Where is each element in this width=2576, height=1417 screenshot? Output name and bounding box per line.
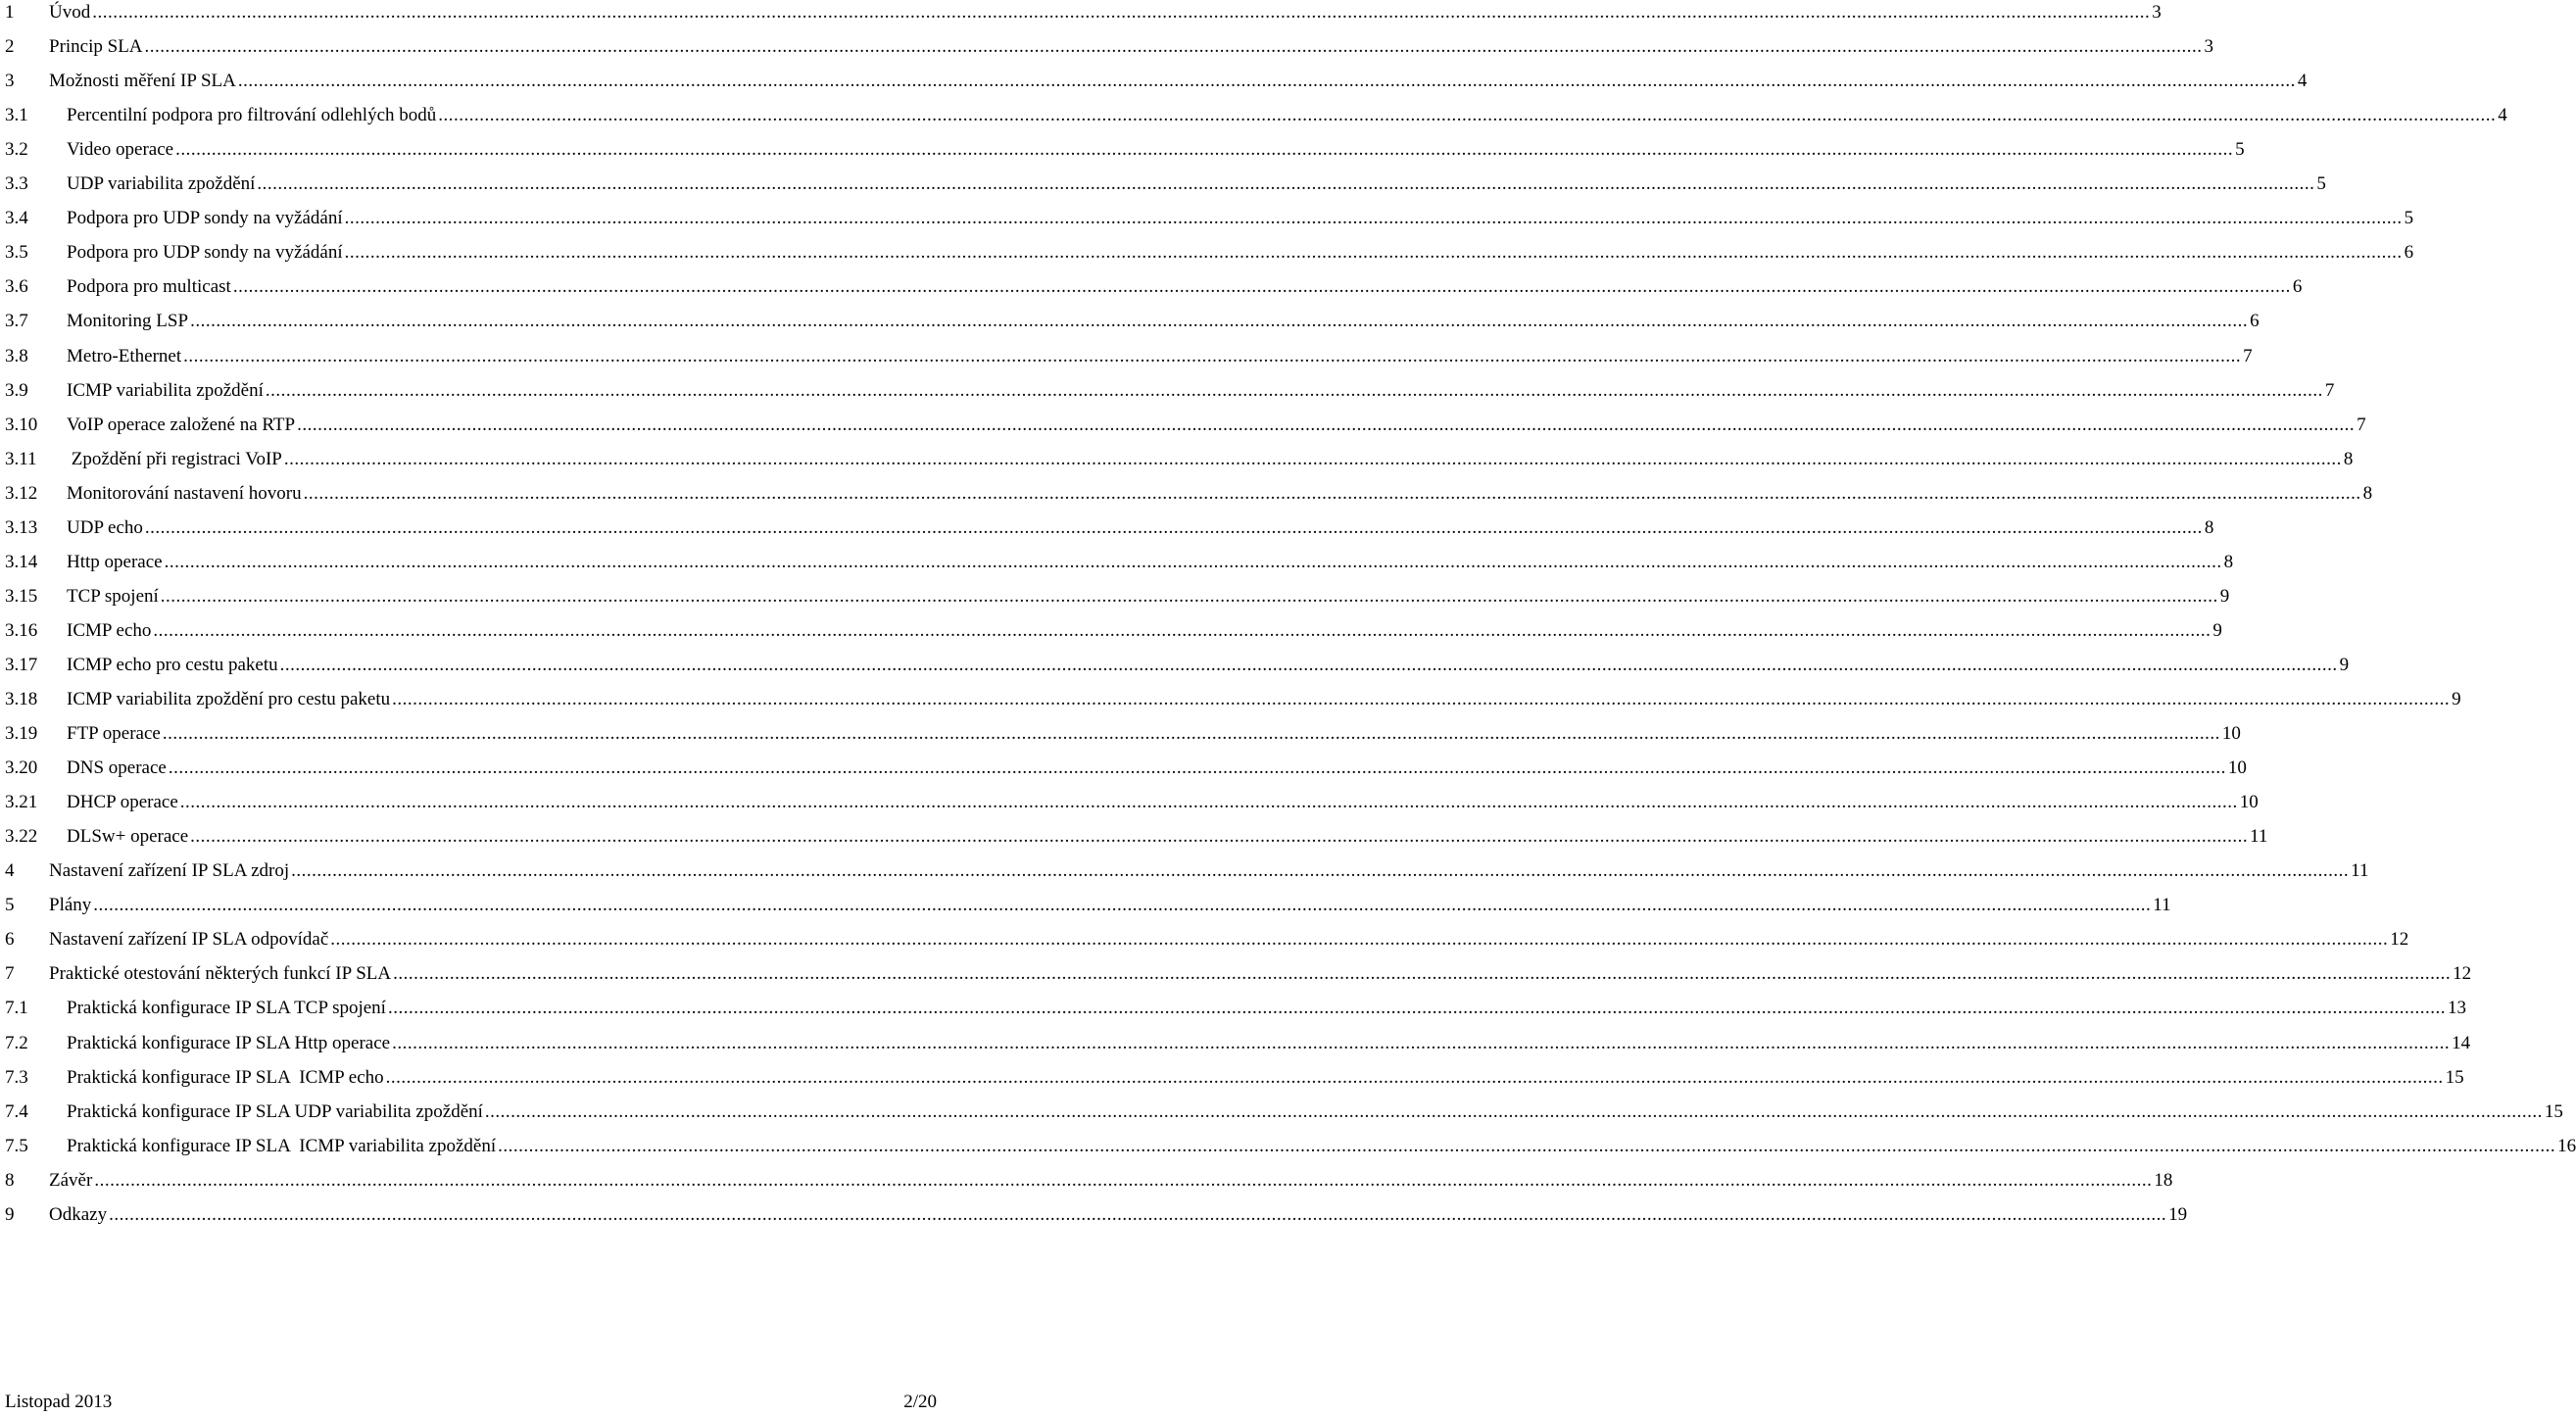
toc-entry-page: 8	[2204, 516, 2214, 538]
toc-dot-leader: ................................................................................................................................................................................................................................................................................................................................................................................................................	[303, 482, 2361, 504]
toc-dot-leader: ................................................................................................................................................................................................................................................................................................................................................................................................................	[279, 654, 2338, 675]
toc-entry-number: 3.21	[5, 792, 38, 813]
toc-entry-page: 9	[2219, 585, 2230, 607]
toc-entry-number: 8	[5, 1169, 15, 1191]
toc-entry[interactable]	[0, 547, 2234, 578]
toc-entry-title: Odkazy	[49, 1203, 108, 1225]
toc-dot-leader: ................................................................................................................................................................................................................................................................................................................................................................................................................	[109, 1203, 2167, 1225]
toc-entry[interactable]	[0, 513, 2214, 544]
toc-entry-number: 7.5	[5, 1135, 28, 1156]
toc-entry-title: UDP echo	[67, 516, 143, 538]
toc-entry-page: 5	[2316, 173, 2326, 195]
toc-entry[interactable]	[0, 718, 2241, 750]
toc-dot-leader: ................................................................................................................................................................................................................................................................................................................................................................................................................	[385, 1066, 2444, 1088]
toc-entry-title: Praktická konfigurace IP SLA Http operace	[67, 1032, 391, 1053]
toc-entry[interactable]	[0, 787, 2259, 818]
toc-entry[interactable]	[0, 821, 2268, 853]
toc-entry-number: 3	[5, 71, 15, 92]
toc-entry-title: Praktická konfigurace IP SLA ICMP echo	[67, 1066, 384, 1088]
toc-entry-number: 3.11	[5, 448, 37, 469]
toc-dot-leader: ................................................................................................................................................................................................................................................................................................................................................................................................................	[168, 757, 2226, 779]
toc-entry[interactable]	[0, 203, 2414, 234]
toc-entry-page: 19	[2168, 1203, 2188, 1225]
toc-dot-leader: ................................................................................................................................................................................................................................................................................................................................................................................................................	[283, 448, 2342, 469]
toc-entry[interactable]	[0, 1131, 2576, 1162]
toc-entry-title: Video operace	[67, 139, 174, 161]
toc-entry-number: 3.5	[5, 242, 28, 264]
toc-dot-leader: ................................................................................................................................................................................................................................................................................................................................................................................................................	[190, 826, 2249, 848]
toc-entry[interactable]	[0, 100, 2507, 131]
toc-entry[interactable]	[0, 341, 2253, 372]
toc-dot-leader: ................................................................................................................................................................................................................................................................................................................................................................................................................	[93, 895, 2152, 916]
toc-entry[interactable]	[0, 924, 2409, 955]
toc-entry-page: 6	[2250, 311, 2260, 332]
toc-entry-number: 3.1	[5, 105, 28, 126]
toc-dot-leader: ................................................................................................................................................................................................................................................................................................................................................................................................................	[92, 2, 2151, 23]
toc-entry-page: 11	[2351, 860, 2369, 882]
toc-entry[interactable]	[0, 134, 2245, 166]
toc-entry-title: Praktické otestování některých funkcí IP SLA	[49, 963, 392, 985]
toc-entry[interactable]	[0, 993, 2466, 1024]
toc-entry-title: Nastavení zařízení IP SLA zdroj	[49, 860, 290, 882]
toc-dot-leader: ................................................................................................................................................................................................................................................................................................................................................................................................................	[393, 963, 2452, 985]
toc-entry[interactable]	[0, 1199, 2188, 1231]
toc-entry-number: 3.7	[5, 311, 28, 332]
toc-entry-page: 9	[2339, 654, 2350, 675]
toc-entry-page: 14	[2452, 1032, 2471, 1053]
toc-dot-leader: ................................................................................................................................................................................................................................................................................................................................................................................................................	[392, 689, 2451, 709]
toc-entry-number: 3.22	[5, 826, 38, 848]
toc-entry-title: ICMP variabilita zpoždění	[67, 379, 264, 401]
toc-entry-number: 7.1	[5, 998, 28, 1019]
toc-entry-number: 7	[5, 963, 15, 985]
toc-entry-title: DNS operace	[67, 757, 167, 779]
toc-dot-leader: ................................................................................................................................................................................................................................................................................................................................................................................................................	[162, 723, 2220, 745]
toc-entry-title: Monitoring LSP	[67, 311, 189, 332]
toc-entry[interactable]	[0, 0, 2162, 28]
toc-dot-leader: ................................................................................................................................................................................................................................................................................................................................................................................................................	[257, 173, 2315, 195]
toc-entry-number: 3.15	[5, 585, 38, 607]
toc-dot-leader: ................................................................................................................................................................................................................................................................................................................................................................................................................	[297, 414, 2356, 435]
toc-entry-page: 3	[2152, 2, 2162, 23]
toc-entry[interactable]	[0, 271, 2303, 303]
toc-entry-page: 7	[2357, 414, 2366, 435]
toc-entry[interactable]	[0, 375, 2335, 407]
toc-entry-title: DLSw+ operace	[67, 826, 189, 848]
toc-entry-title: ICMP echo pro cestu paketu	[67, 654, 278, 675]
toc-entry-page: 6	[2404, 242, 2414, 264]
toc-entry-number: 3.12	[5, 482, 38, 504]
toc-entry-number: 3.6	[5, 276, 28, 298]
toc-dot-leader: ................................................................................................................................................................................................................................................................................................................................................................................................................	[164, 551, 2222, 572]
toc-entry-number: 2	[5, 36, 15, 58]
toc-entry-page: 15	[2445, 1066, 2464, 1088]
toc-entry-page: 8	[2343, 448, 2354, 469]
toc-entry[interactable]	[0, 306, 2260, 337]
toc-entry-page: 10	[2221, 723, 2241, 745]
toc-entry[interactable]	[0, 66, 2308, 97]
toc-entry-page: 4	[2498, 105, 2507, 126]
toc-entry-number: 1	[5, 2, 15, 23]
toc-dot-leader: ................................................................................................................................................................................................................................................................................................................................................................................................................	[392, 1032, 2451, 1053]
toc-dot-leader: ................................................................................................................................................................................................................................................................................................................................................................................................................	[265, 379, 2323, 401]
toc-entry[interactable]	[0, 1028, 2471, 1059]
toc-entry[interactable]	[0, 855, 2369, 887]
toc-entry-number: 3.8	[5, 345, 28, 366]
toc-entry-number: 5	[5, 895, 15, 916]
page-footer	[5, 1388, 937, 1417]
toc-entry[interactable]	[0, 1062, 2464, 1094]
toc-entry[interactable]	[0, 581, 2230, 612]
toc-entry-number: 3.19	[5, 723, 38, 745]
toc-dot-leader: ................................................................................................................................................................................................................................................................................................................................................................................................................	[175, 139, 2234, 161]
toc-entry-page: 9	[2212, 619, 2222, 641]
toc-dot-leader: ................................................................................................................................................................................................................................................................................................................................................................................................................	[387, 998, 2446, 1019]
toc-entry-number: 7.2	[5, 1032, 28, 1053]
toc-dot-leader: ................................................................................................................................................................................................................................................................................................................................................................................................................	[183, 345, 2242, 366]
toc-entry-title: Princip SLA	[49, 36, 143, 58]
toc-entry[interactable]	[0, 410, 2366, 441]
toc-dot-leader: ................................................................................................................................................................................................................................................................................................................................................................................................................	[232, 276, 2291, 298]
toc-entry-title: Podpora pro multicast	[67, 276, 231, 298]
toc-entry[interactable]	[0, 478, 2373, 510]
toc-entry-page: 15	[2544, 1100, 2563, 1122]
toc-entry-page: 5	[2235, 139, 2245, 161]
toc-entry-title: Percentilní podpora pro filtrování odlehlých bodů	[67, 105, 437, 126]
toc-entry-page: 5	[2404, 208, 2414, 229]
toc-entry-page: 13	[2447, 998, 2466, 1019]
toc-dot-leader: ................................................................................................................................................................................................................................................................................................................................................................................................................	[291, 860, 2350, 882]
toc-entry[interactable]	[0, 958, 2472, 990]
toc-entry-title: Metro-Ethernet	[67, 345, 182, 366]
toc-entry[interactable]	[0, 237, 2414, 269]
toc-entry-number: 7.4	[5, 1100, 28, 1122]
toc-entry-title: Zpoždění při registraci VoIP	[67, 448, 282, 469]
toc-entry-title: ICMP variabilita zpoždění pro cestu paketu	[67, 689, 391, 709]
toc-entry-number: 9	[5, 1203, 15, 1225]
toc-entry-number: 3.13	[5, 516, 38, 538]
toc-entry-number: 3.10	[5, 414, 38, 435]
toc-entry-title: Praktická konfigurace IP SLA UDP variabilita zpoždění	[67, 1100, 483, 1122]
toc-entry-title: Plány	[49, 895, 92, 916]
toc-dot-leader: ................................................................................................................................................................................................................................................................................................................................................................................................................	[438, 105, 2497, 126]
toc-entry-page: 16	[2557, 1135, 2576, 1156]
toc-entry[interactable]	[0, 650, 2350, 681]
toc-dot-leader: ................................................................................................................................................................................................................................................................................................................................................................................................................	[498, 1135, 2556, 1156]
toc-entry-page: 12	[2453, 963, 2472, 985]
toc-entry-title: VoIP operace založené na RTP	[67, 414, 296, 435]
toc-entry-number: 4	[5, 860, 15, 882]
toc-entry-title: DHCP operace	[67, 792, 178, 813]
toc-entry-number: 3.16	[5, 619, 38, 641]
toc-entry-number: 7.3	[5, 1066, 28, 1088]
toc-entry-number: 3.14	[5, 551, 38, 572]
toc-entry-number: 3.17	[5, 654, 38, 675]
toc-entry-page: 7	[2324, 379, 2335, 401]
toc-dot-leader: ................................................................................................................................................................................................................................................................................................................................................................................................................	[94, 1169, 2153, 1191]
toc-entry[interactable]	[0, 1097, 2563, 1128]
toc-entry-page: 8	[2223, 551, 2234, 572]
toc-entry-number: 3.9	[5, 379, 28, 401]
toc-entry-number: 3.2	[5, 139, 28, 161]
toc-dot-leader: ................................................................................................................................................................................................................................................................................................................................................................................................................	[237, 71, 2296, 92]
toc-entry-title: Závěr	[49, 1169, 93, 1191]
toc-entry-title: Praktická konfigurace IP SLA ICMP variabilita zpoždění	[67, 1135, 497, 1156]
toc-entry-title: Podpora pro UDP sondy na vyžádání	[67, 208, 343, 229]
toc-entry[interactable]	[0, 31, 2214, 63]
toc-entry-title: Http operace	[67, 551, 163, 572]
toc-entry-page: 9	[2452, 689, 2461, 709]
toc-dot-leader: ................................................................................................................................................................................................................................................................................................................................................................................................................	[144, 516, 2203, 538]
toc-entry-title: Podpora pro UDP sondy na vyžádání	[67, 242, 343, 264]
toc-entry-page: 3	[2204, 36, 2214, 58]
toc-entry-page: 12	[2390, 929, 2409, 951]
toc-entry[interactable]	[0, 753, 2247, 784]
toc-entry-title: UDP variabilita zpoždění	[67, 173, 256, 195]
toc-entry-title: Monitorování nastavení hovoru	[67, 482, 302, 504]
toc-dot-leader: ................................................................................................................................................................................................................................................................................................................................................................................................................	[344, 242, 2403, 264]
toc-entry-number: 3.20	[5, 757, 38, 779]
toc-dot-leader: ................................................................................................................................................................................................................................................................................................................................................................................................................	[179, 792, 2238, 813]
toc-entry-page: 11	[2250, 826, 2268, 848]
toc-entry-title: Možnosti měření IP SLA	[49, 71, 236, 92]
footer-page-number: 2/20	[903, 1392, 937, 1412]
toc-dot-leader: ................................................................................................................................................................................................................................................................................................................................................................................................................	[190, 311, 2249, 332]
toc-entry[interactable]	[0, 1165, 2173, 1197]
toc-entry[interactable]	[0, 615, 2222, 647]
toc-entry-page: 7	[2243, 345, 2253, 366]
toc-entry[interactable]	[0, 444, 2354, 475]
toc-entry-page: 10	[2227, 757, 2247, 779]
toc-entry-page: 18	[2154, 1169, 2173, 1191]
toc-entry-page: 8	[2362, 482, 2373, 504]
toc-dot-leader: ................................................................................................................................................................................................................................................................................................................................................................................................................	[484, 1100, 2543, 1122]
toc-entry[interactable]	[0, 684, 2461, 715]
toc-dot-leader: ................................................................................................................................................................................................................................................................................................................................................................................................................	[344, 208, 2403, 229]
toc-dot-leader: ................................................................................................................................................................................................................................................................................................................................................................................................................	[160, 585, 2218, 607]
toc-dot-leader: ................................................................................................................................................................................................................................................................................................................................................................................................................	[144, 36, 2203, 58]
toc-dot-leader: ................................................................................................................................................................................................................................................................................................................................................................................................................	[330, 929, 2389, 951]
toc-entry-page: 10	[2239, 792, 2259, 813]
toc-dot-leader: ................................................................................................................................................................................................................................................................................................................................................................................................................	[153, 619, 2211, 641]
toc-entry-title: ICMP echo	[67, 619, 152, 641]
toc-entry[interactable]	[0, 890, 2171, 921]
toc-entry-title: FTP operace	[67, 723, 161, 745]
toc-entry-page: 6	[2292, 276, 2303, 298]
toc-entry-title: Praktická konfigurace IP SLA TCP spojení	[67, 998, 386, 1019]
footer-date: Listopad 2013	[5, 1392, 113, 1412]
toc-entry-page: 11	[2153, 895, 2171, 916]
toc-entry-number: 3.4	[5, 208, 28, 229]
toc-entry-title: TCP spojení	[67, 585, 159, 607]
toc-entry[interactable]	[0, 169, 2326, 200]
toc-entry-number: 3.18	[5, 689, 38, 709]
toc-entry-number: 6	[5, 929, 15, 951]
toc-entry-title: Nastavení zařízení IP SLA odpovídač	[49, 929, 329, 951]
toc-entry-title: Úvod	[49, 2, 91, 23]
toc-entry-number: 3.3	[5, 173, 28, 195]
toc-entry-page: 4	[2297, 71, 2308, 92]
